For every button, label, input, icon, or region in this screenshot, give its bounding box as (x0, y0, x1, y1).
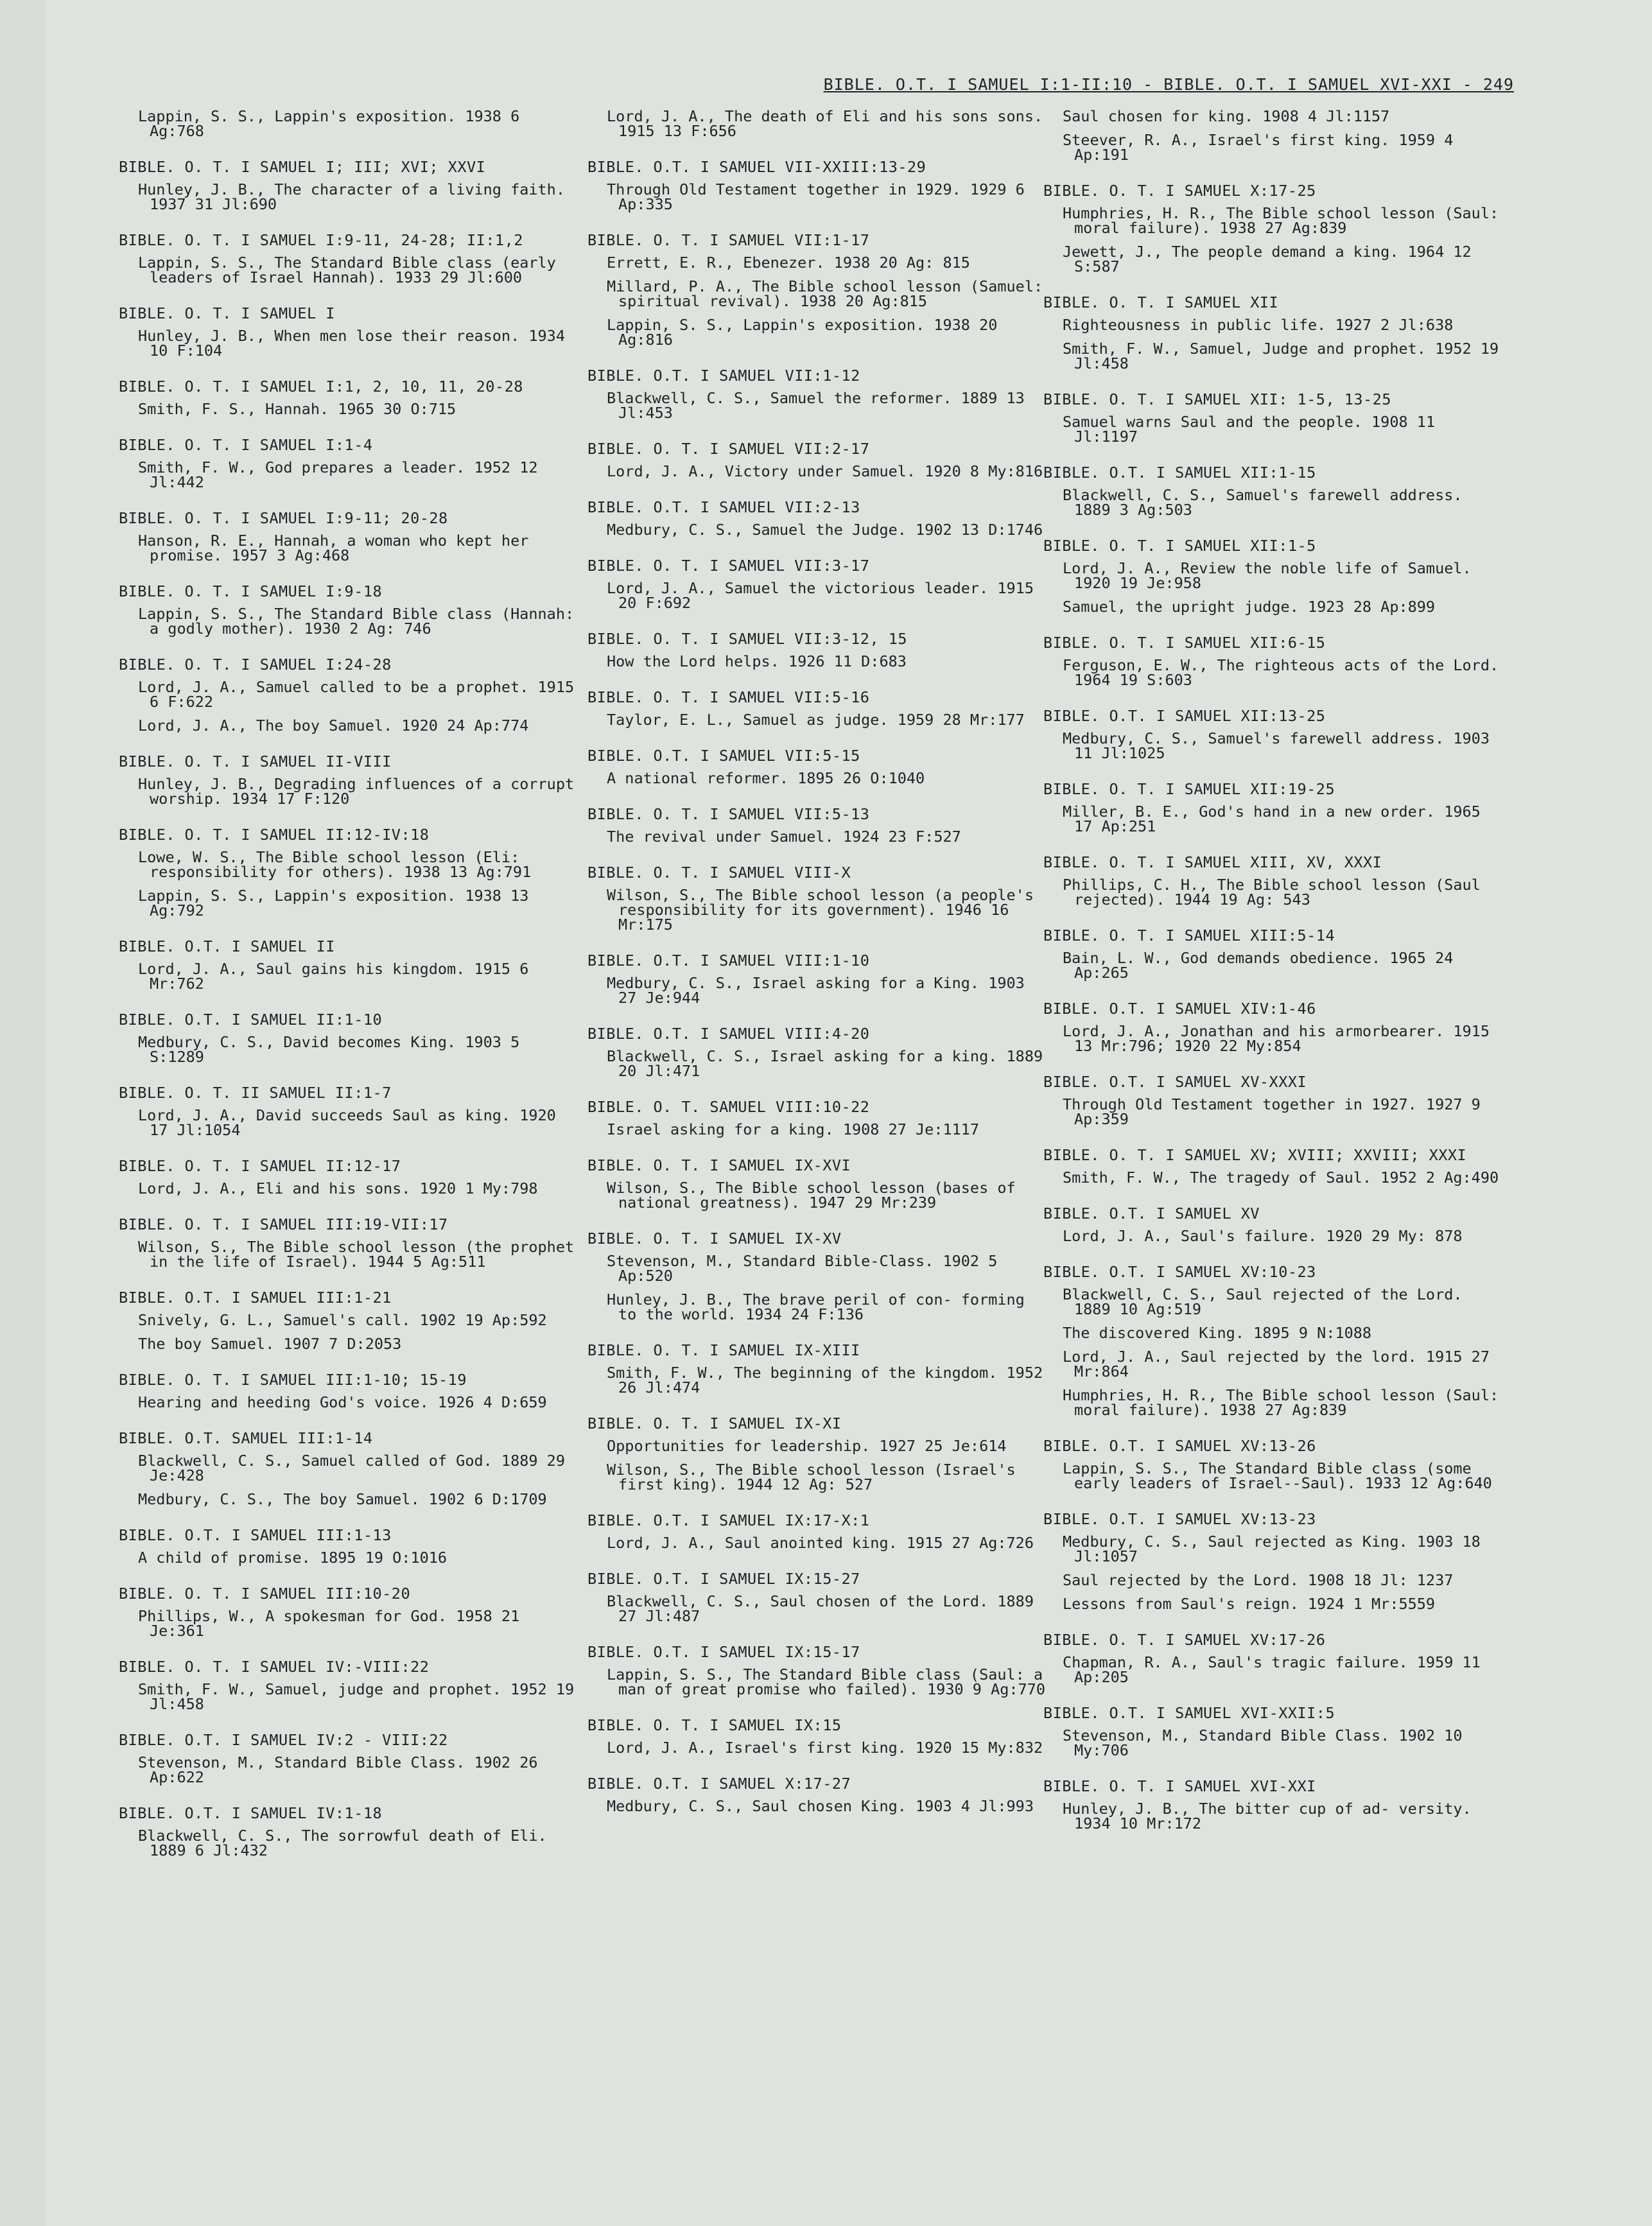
index-entry (119, 109, 581, 139)
index-entry (1043, 392, 1506, 444)
entry-heading: BIBLE. O. T. I SAMUEL III:10-20 (119, 1585, 411, 1603)
entry-heading: BIBLE. O. T. I SAMUEL XII (1043, 293, 1279, 311)
citation: Blackwell, C. S., Samuel the reformer. 1889 13 Jl:453 (607, 389, 1034, 422)
entry-heading: BIBLE. O.T. I SAMUEL IX:17-X:1 (587, 1511, 870, 1529)
index-entry (587, 632, 1050, 669)
index-entry (587, 1777, 1050, 1814)
citation: Lord, J. A., Saul anointed king. 1915 27 Ag:726 (607, 1534, 1034, 1552)
citation: The boy Samuel. 1907 7 D:2053 (138, 1335, 402, 1353)
citation: Humphries, H. R., The Bible school lesson (Saul: moral failure). 1938 27 Ag:839 (1063, 204, 1508, 237)
index-entry (587, 1027, 1050, 1079)
citation: Blackwell, C. S., Samuel called of God. 1889 29 Je:428 (138, 1452, 575, 1484)
entry-heading: BIBLE. O. T. I SAMUEL VII:3-17 (587, 557, 870, 575)
entry-heading: BIBLE. O.T. I SAMUEL VII:1-12 (587, 367, 860, 385)
index-entry (587, 1645, 1050, 1697)
citation: Jewett, J., The people demand a king. 1964 12 S:587 (1063, 243, 1481, 275)
citation: Medbury, C. S., Saul rejected as King. 1903 18 Jl:1057 (1063, 1533, 1490, 1565)
index-entry (1043, 1779, 1506, 1831)
entry-heading: BIBLE. O. T. I SAMUEL XV; XVIII; XXVIII; XXXI (1043, 1146, 1467, 1164)
entry-heading: BIBLE. O.T. I SAMUEL VII:5-15 (587, 747, 860, 765)
citation: Hunley, J. B., When men lose their reason. 1934 10 F:104 (138, 327, 575, 360)
entry-heading: BIBLE. O. T. I SAMUEL XV:17-26 (1043, 1631, 1326, 1649)
citation: Phillips, W., A spokesman for God. 1958 21 Je:361 (138, 1607, 529, 1640)
citation: Through Old Testament together in 1929. 1929 6 Ap:335 (607, 180, 1034, 213)
index-entry (119, 233, 581, 285)
index-entry (1043, 782, 1506, 834)
index-entry (1043, 1265, 1506, 1418)
index-entry (1043, 184, 1506, 274)
citation: Phillips, C. H., The Bible school lesson (Saul rejected). 1944 19 Ag: 543 (1063, 876, 1490, 909)
entry-heading: BIBLE. O. T. I SAMUEL I; III; XVI; XXVI (119, 158, 486, 176)
citation: Blackwell, C. S., The sorrowful death of Eli. 1889 6 Jl:432 (138, 1827, 556, 1859)
entry-heading: BIBLE. O. T. I SAMUEL XIII, XV, XXXI (1043, 853, 1382, 871)
citation: Blackwell, C. S., Samuel's farewell address. 1889 3 Ag:503 (1063, 486, 1472, 519)
entry-heading: BIBLE. O. T. I SAMUEL VIII-X (587, 864, 851, 882)
entry-heading: BIBLE. O. T. I SAMUEL XII:19-25 (1043, 780, 1335, 798)
index-entry (119, 939, 581, 991)
entry-heading: BIBLE. O. T. I SAMUEL I (119, 304, 335, 322)
entry-heading: BIBLE. O. T. I SAMUEL XII:6-15 (1043, 634, 1326, 652)
citation: Chapman, R. A., Saul's tragic failure. 1959 11 Ap:205 (1063, 1653, 1490, 1686)
entry-heading: BIBLE. O.T. I SAMUEL III:1-13 (119, 1526, 392, 1544)
citation: Medbury, C. S., David becomes King. 1903 5 S:1289 (138, 1033, 529, 1066)
citation: Medbury, C. S., The boy Samuel. 1902 6 D:1709 (138, 1490, 547, 1508)
citation: Samuel warns Saul and the people. 1908 11 Jl:1197 (1063, 413, 1445, 446)
citation: Blackwell, C. S., Israel asking for a king. 1889 20 Jl:471 (607, 1047, 1052, 1080)
entry-heading: BIBLE. O.T. I SAMUEL XIV:1-46 (1043, 1000, 1316, 1018)
entry-heading: BIBLE. O.T. I SAMUEL II (119, 937, 335, 955)
entry-heading: BIBLE. O. T. I SAMUEL III:19-VII:17 (119, 1215, 448, 1233)
entry-heading: BIBLE. O. T. I SAMUEL VII:2-17 (587, 440, 870, 458)
index-entry (119, 306, 581, 358)
citation: The discovered King. 1895 9 N:1088 (1063, 1324, 1372, 1342)
index-entry (587, 953, 1050, 1005)
entry-heading: BIBLE. O. T. I SAMUEL IV:-VIII:22 (119, 1658, 430, 1676)
citation: Opportunities for leadership. 1927 25 Je:614 (607, 1437, 1007, 1455)
citation: Bain, L. W., God demands obedience. 1965 24 Ap:265 (1063, 949, 1463, 982)
citation: Lord, J. A., Samuel the victorious leader. 1915 20 F:692 (607, 579, 1043, 612)
entry-heading: BIBLE. O.T. I SAMUEL XV:13-26 (1043, 1437, 1316, 1455)
index-entry (1043, 1148, 1506, 1185)
entry-heading: BIBLE. O. T. I SAMUEL I:1-4 (119, 436, 373, 454)
entry-heading: BIBLE. O.T. I SAMUEL IV:1-18 (119, 1804, 383, 1822)
citation: Stevenson, M., Standard Bible-Class. 1902 5 Ap:520 (607, 1252, 1007, 1285)
citation: Smith, F. W., The tragedy of Saul. 1952 2 Ag:490 (1063, 1169, 1499, 1187)
index-entry (119, 1159, 581, 1196)
entry-heading: BIBLE. O.T. I SAMUEL II:1-10 (119, 1011, 383, 1029)
entry-heading: BIBLE. O. T. I SAMUEL I:1, 2, 10, 11, 20-28 (119, 378, 523, 396)
index-entry (119, 1806, 581, 1858)
entry-heading: BIBLE. O.T. I SAMUEL VIII:4-20 (587, 1025, 870, 1043)
citation: Through Old Testament together in 1927. 1927 9 Ap:359 (1063, 1095, 1490, 1128)
citation: Medbury, C. S., Samuel the Judge. 1902 13 D:1746 (607, 521, 1043, 539)
citation: Lord, J. A., Victory under Samuel. 1920 8 My:816 (607, 462, 1043, 480)
running-header: BIBLE. O.T. I SAMUEL I:1-II:10 - BIBLE. O.T. I SAMUEL XVI-XXI - 249 (823, 75, 1514, 94)
entry-heading: BIBLE. O. T. I SAMUEL I:9-11; 20-28 (119, 509, 448, 527)
column-3 (1043, 109, 1506, 1852)
index-entry (1043, 109, 1506, 162)
index-entry (1043, 1633, 1506, 1685)
citation: The revival under Samuel. 1924 23 F:527 (607, 828, 961, 846)
index-entry (1043, 1439, 1506, 1491)
index-entry (119, 438, 581, 490)
entry-heading: BIBLE. O. T. I SAMUEL IX-XIII (587, 1341, 860, 1359)
index-entry (119, 1291, 581, 1352)
citation: Samuel, the upright judge. 1923 28 Ap:899 (1063, 598, 1436, 616)
entry-heading: BIBLE. O.T. I SAMUEL VII:2-13 (587, 498, 860, 516)
entry-heading: BIBLE. O.T. SAMUEL III:1-14 (119, 1429, 373, 1447)
citation: Hunley, J. B., Degrading influences of a corrupt worship. 1934 17 F:120 (138, 775, 584, 808)
index-entry (119, 582, 584, 638)
citation: Wilson, S., The Bible school lesson (Israel's first king). 1944 12 Ag: 527 (607, 1461, 1025, 1493)
entry-heading: BIBLE. O.T. I SAMUEL XII:13-25 (1043, 707, 1326, 725)
citation: Wilson, S., The Bible school lesson (a people's responsibility for its government). 1946 16 Mr:175 (607, 886, 1043, 934)
citation: Lappin, S. S., The Standard Bible class (early leaders of Israel Hannah). 1933 29 Jl:600 (138, 254, 565, 286)
citation: Lessons from Saul's reign. 1924 1 Mr:5559 (1063, 1595, 1436, 1613)
citation: Righteousness in public life. 1927 2 Jl:638 (1063, 316, 1454, 334)
citation: Wilson, S., The Bible school lesson (bases of national greatness). 1947 29 Mr:239 (607, 1179, 1025, 1212)
entry-heading: BIBLE. O. T. I SAMUEL IX-XV (587, 1230, 842, 1248)
citation: Steever, R. A., Israel's first king. 1959 4 Ap:191 (1063, 131, 1463, 164)
entry-heading: BIBLE. O. T. II SAMUEL II:1-7 (119, 1084, 392, 1102)
citation: Taylor, E. L., Samuel as judge. 1959 28 Mr:177 (607, 711, 1025, 729)
citation: Smith, F. W., God prepares a leader. 1952 12 Jl:442 (138, 458, 547, 491)
entry-heading: BIBLE. O.T. I SAMUEL IX:15-17 (587, 1643, 860, 1661)
citation: Lappin, S. S., The Standard Bible class (some early leaders of Israel--Saul). 1933 12 Ag:640 (1063, 1459, 1492, 1492)
citation: Lord, J. A., Israel's first king. 1920 15 My:832 (607, 1739, 1043, 1757)
entry-heading: BIBLE. O.T. I SAMUEL III:1-21 (119, 1289, 392, 1307)
citation: Smith, F. W., The beginning of the kingdom. 1952 26 Jl:474 (607, 1364, 1052, 1396)
citation: Smith, F. W., Samuel, Judge and prophet. 1952 19 Jl:458 (1063, 340, 1508, 372)
index-entry (1043, 1706, 1506, 1758)
citation: Lord, J. A., Saul's failure. 1920 29 My: 878 (1063, 1227, 1463, 1245)
citation: Ferguson, E. W., The righteous acts of the Lord. 1964 19 S:603 (1063, 656, 1508, 689)
index-entry (119, 828, 581, 918)
index-entry (587, 1100, 1050, 1137)
citation: Saul rejected by the Lord. 1908 18 Jl: 1237 (1063, 1571, 1454, 1589)
entry-heading: BIBLE. O. T. I SAMUEL XIII:5-14 (1043, 926, 1335, 944)
index-entry (587, 233, 1050, 347)
index-entry (587, 160, 1050, 212)
citation: Lowe, W. S., The Bible school lesson (Eli: responsibility for others). 1938 13 Ag:791 (138, 848, 532, 881)
index-entry (587, 1718, 1050, 1755)
citation: Medbury, C. S., Saul chosen King. 1903 4 Jl:993 (607, 1797, 1034, 1815)
citation: Lord, J. A., Review the noble life of Samuel. 1920 19 Je:958 (1063, 559, 1481, 592)
entry-heading: BIBLE. O. T. I SAMUEL VII:3-12, 15 (587, 630, 908, 648)
citation: Lappin, S. S., Lappin's exposition. 1938 6 Ag:768 (138, 107, 529, 140)
citation: How the Lord helps. 1926 11 D:683 (607, 652, 907, 670)
citation: A national reformer. 1895 26 O:1040 (607, 769, 925, 787)
entry-heading: BIBLE. O. T. I SAMUEL VII:1-17 (587, 231, 870, 249)
entry-heading: BIBLE. O.T. I SAMUEL XV-XXXI (1043, 1073, 1307, 1091)
citation: Lappin, S. S., Lappin's exposition. 1938 20 Ag:816 (607, 316, 1007, 349)
citation: Blackwell, C. S., Saul chosen of the Lord. 1889 27 Jl:487 (607, 1592, 1043, 1625)
index-entry (119, 1528, 581, 1565)
citation: Israel asking for a king. 1908 27 Je:1117 (607, 1120, 980, 1138)
index-entry (1043, 295, 1506, 371)
entry-heading: BIBLE. O. T. I SAMUEL VII:5-16 (587, 688, 870, 706)
entry-heading: BIBLE. O.T. I SAMUEL XV:13-23 (1043, 1510, 1316, 1528)
entry-heading: BIBLE. O. T. I SAMUEL II:12-IV:18 (119, 826, 430, 844)
column-1 (119, 107, 584, 1879)
entry-heading: BIBLE. O. T. I SAMUEL XII: 1-5, 13-25 (1043, 390, 1391, 408)
index-entry (119, 379, 581, 417)
entry-heading: BIBLE. O. T. I SAMUEL IX-XVI (587, 1156, 851, 1174)
entry-heading: BIBLE. O. T. I SAMUEL IX-XI (587, 1414, 842, 1432)
entry-heading: BIBLE. O. T. I SAMUEL II-VIII (119, 752, 392, 770)
entry-heading: BIBLE. O.T. I SAMUEL IX:15-27 (587, 1570, 860, 1588)
citation: A child of promise. 1895 19 O:1016 (138, 1549, 448, 1567)
index-entry (587, 1513, 1050, 1551)
citation: Lord, J. A., Samuel called to be a prophet. 1915 6 F:622 (138, 678, 584, 711)
citation: Lappin, S. S., The Standard Bible class (Saul: a man of great promise who failed). 1930 9 Ag:770 (607, 1665, 1052, 1698)
entry-heading: BIBLE. O. T. I SAMUEL II:12-17 (119, 1157, 401, 1175)
citation: Stevenson, M., Standard Bible Class. 1902 26 Ap:622 (138, 1753, 547, 1786)
citation: Lappin, S. S., Lappin's exposition. 1938 13 Ag:792 (138, 887, 538, 919)
entry-heading: BIBLE. O.T. I SAMUEL XV:10-23 (1043, 1263, 1316, 1281)
index-entry (119, 1587, 581, 1639)
entry-heading: BIBLE. O. T. I SAMUEL XVI-XXI (1043, 1777, 1316, 1795)
citation: Hunley, J. B., The character of a living faith. 1937 31 Jl:690 (138, 180, 575, 213)
citation: Millard, P. A., The Bible school lesson (Samuel: spiritual revival). 1938 20 Ag:815 (607, 277, 1052, 310)
entry-heading: BIBLE. O. T. I SAMUEL XII:1-5 (1043, 537, 1316, 555)
citation: Hunley, J. B., The bitter cup of ad- versity. 1934 10 Mr:172 (1063, 1800, 1481, 1832)
citation: Medbury, C. S., Israel asking for a King. 1903 27 Je:944 (607, 974, 1034, 1007)
citation: Errett, E. R., Ebenezer. 1938 20 Ag: 815 (607, 254, 970, 272)
index-entry (1043, 709, 1506, 761)
citation: Lappin, S. S., The Standard Bible class (Hannah: a godly mother). 1930 2 Ag: 746 (138, 605, 584, 638)
citation: Wilson, S., The Bible school lesson (the prophet in the life of Israel). 1944 5 Ag:511 (138, 1238, 584, 1271)
index-entry (1043, 539, 1506, 614)
entry-heading: BIBLE. O. T. I SAMUEL X:17-25 (1043, 182, 1316, 200)
index-entry (119, 1086, 581, 1138)
entry-heading: BIBLE. O.T. I SAMUEL VIII:1-10 (587, 952, 870, 970)
index-entry (1043, 1075, 1506, 1127)
index-entry (587, 109, 1050, 139)
index-entry (587, 807, 1050, 844)
entry-heading: BIBLE. O. T. I SAMUEL I:24-28 (119, 656, 392, 674)
index-entry (587, 442, 1050, 479)
citation: Smith, F. S., Hannah. 1965 30 O:715 (138, 400, 456, 418)
entry-heading: BIBLE. O. T. SAMUEL VIII:10-22 (587, 1098, 870, 1116)
citation: Medbury, C. S., Samuel's farewell address. 1903 11 Jl:1025 (1063, 729, 1499, 762)
entry-heading: BIBLE. O.T. I SAMUEL XII:1-15 (1043, 464, 1316, 482)
citation: Miller, B. E., God's hand in a new order. 1965 17 Ap:251 (1063, 803, 1490, 835)
entry-heading: BIBLE. O.T. I SAMUEL XV (1043, 1204, 1260, 1222)
citation: Lord, J. A., Saul gains his kingdom. 1915 6 Mr:762 (138, 960, 538, 993)
citation: Hearing and heeding God's voice. 1926 4 D:659 (138, 1393, 547, 1411)
citation: Saul chosen for king. 1908 4 Jl:1157 (1063, 107, 1390, 125)
index-entry (1043, 1512, 1506, 1612)
entry-heading: BIBLE. O.T. I SAMUEL X:17-27 (587, 1775, 851, 1793)
index-entry (1043, 1002, 1506, 1054)
index-entry (119, 1373, 581, 1410)
index-entry (119, 1215, 584, 1271)
index-entry (1043, 1206, 1506, 1244)
index-entry (587, 500, 1050, 537)
index-entry (119, 1658, 584, 1713)
index-entry (119, 511, 581, 563)
index-entry (587, 690, 1050, 727)
entry-heading: BIBLE. O. T. I SAMUEL I:9-18 (119, 582, 383, 600)
citation: Smith, F. W., Samuel, judge and prophet. 1952 19 Jl:458 (138, 1680, 584, 1713)
index-entry (119, 656, 584, 735)
citation: Lord, J. A., David succeeds Saul as king. 1920 17 Jl:1054 (138, 1106, 565, 1139)
index-entry (119, 1431, 581, 1507)
index-entry (119, 160, 581, 212)
citation: Stevenson, M., Standard Bible Class. 1902 10 My:706 (1063, 1726, 1472, 1759)
index-entry (587, 559, 1050, 611)
column-2 (587, 109, 1050, 1835)
index-entry (587, 1416, 1050, 1492)
citation: Lord, J. A., Eli and his sons. 1920 1 My:798 (138, 1179, 538, 1197)
citation: Lord, J. A., Saul rejected by the lord. 1915 27 Mr:864 (1063, 1348, 1499, 1380)
index-entry (1043, 465, 1506, 517)
citation: Hunley, J. B., The brave peril of con- forming to the world. 1934 24 F:136 (607, 1291, 1034, 1323)
index-entry (587, 1572, 1050, 1624)
citation: Blackwell, C. S., Saul rejected of the Lord. 1889 10 Ag:519 (1063, 1285, 1472, 1318)
entry-heading: BIBLE. O.T. I SAMUEL XVI-XXII:5 (1043, 1704, 1335, 1722)
index-entry (119, 1733, 581, 1785)
index-entry (587, 369, 1050, 421)
citation: Hanson, R. E., Hannah, a woman who kept her promise. 1957 3 Ag:468 (138, 532, 538, 564)
index-entry (587, 1231, 1050, 1322)
citation: Lord, J. A., The boy Samuel. 1920 24 Ap:774 (138, 717, 529, 735)
index-entry (587, 749, 1050, 786)
entry-heading: BIBLE. O. T. I SAMUEL III:1-10; 15-19 (119, 1371, 467, 1389)
index-entry (587, 1158, 1050, 1210)
citation: Lord, J. A., Jonathan and his armorbearer. 1915 13 Mr:796; 1920 22 My:854 (1063, 1022, 1499, 1055)
entry-heading: BIBLE. O. T. I SAMUEL I:9-11, 24-28; II:1,2 (119, 231, 523, 249)
index-entry (1043, 928, 1506, 980)
entry-heading: BIBLE. O. T. I SAMUEL IX:15 (587, 1716, 842, 1734)
index-entry (1043, 855, 1506, 907)
index-entry (1043, 636, 1506, 688)
citation: Lord, J. A., The death of Eli and his sons sons. 1915 13 F:656 (607, 107, 1052, 140)
index-entry (119, 1013, 581, 1065)
index-entry (587, 865, 1050, 932)
index-entry (119, 752, 584, 808)
entry-heading: BIBLE. O.T. I SAMUEL VII-XXIII:13-29 (587, 158, 926, 176)
citation: Humphries, H. R., The Bible school lesson (Saul: moral failure). 1938 27 Ag:839 (1063, 1386, 1508, 1419)
index-entry (587, 1343, 1050, 1395)
citation: Snively, G. L., Samuel's call. 1902 19 Ap:592 (138, 1311, 547, 1329)
entry-heading: BIBLE. O. T. I SAMUEL VII:5-13 (587, 805, 870, 823)
entry-heading: BIBLE. O.T. I SAMUEL IV:2 - VIII:22 (119, 1731, 448, 1749)
